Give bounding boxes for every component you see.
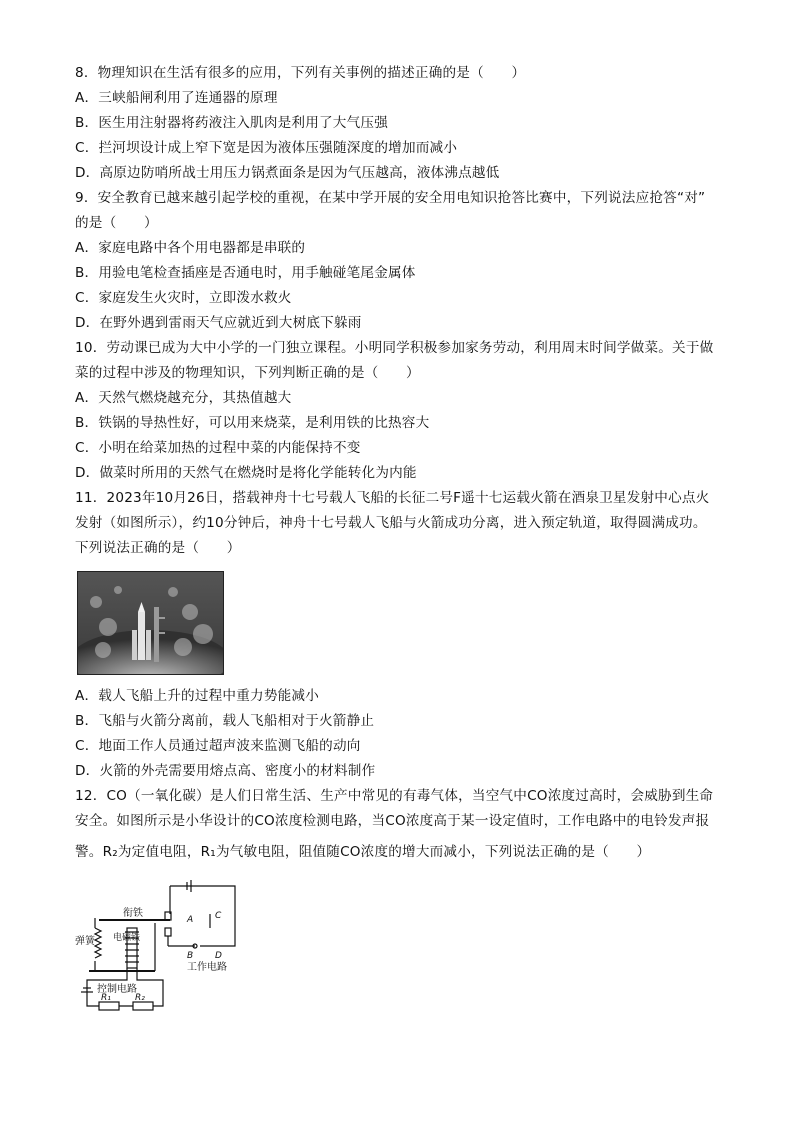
q10-option-b: B．铁锅的导热性好，可以用来烧菜，是利用铁的比热容大 [75,415,430,431]
q11-stem-line3: 下列说法正确的是（ ） [75,540,241,556]
q10-option-a: A．天然气燃烧越充分，其热值越大 [75,390,292,406]
q11-stem-line1: 11．2023年10月26日，搭载神舟十七号载人飞船的长征二号F遥十七运载火箭在酒泉卫星发射中心点火 [75,490,710,506]
q11-option-c: C．地面工作人员通过超声波来监测飞船的动向 [75,738,361,754]
label-contact-a: A [187,915,194,925]
label-spring: 弹簧 [75,936,95,947]
q12-stem-line3: 警。R₂为定值电阻，R₁为气敏电阻，阻值随CO浓度的增大而减小，下列说法正确的是（ ） [75,844,651,860]
label-contact-d: D [215,951,222,961]
q10-stem-line2: 菜的过程中涉及的物理知识，下列判断正确的是（ ） [75,365,420,381]
q9-option-a: A．家庭电路中各个用电器都是串联的 [75,240,306,256]
circuit-diagram [75,878,255,1018]
q8-option-d: D．高原边防哨所战士用压力锅煮面条是因为气压越高，液体沸点越低 [75,165,500,181]
co-detection-circuit [75,878,255,1018]
q10-option-c: C．小明在给菜加热的过程中菜的内能保持不变 [75,440,361,456]
rocket-launch-photo [77,571,224,675]
q9-option-c: C．家庭发生火灾时，立即泼水救火 [75,290,292,306]
q8-option-b: B．医生用注射器将药液注入肌肉是利用了大气压强 [75,115,388,131]
q8-option-c: C．拦河坝设计成上窄下宽是因为液体压强随深度的增加而减小 [75,140,458,156]
label-contact-c: C [215,911,222,921]
label-work-circuit: 工作电路 [187,962,227,973]
q11-option-b: B．飞船与火箭分离前，载人飞船相对于火箭静止 [75,713,375,729]
q9-stem-line1: 9．安全教育已越来越引起学校的重视，在某中学开展的安全用电知识抢答比赛中，下列说法应抢答“对” [75,190,706,206]
q11-stem-line2: 发射（如图所示），约10分钟后，神舟十七号载人飞船与火箭成功分离，进入预定轨道，取得圆满成功。 [75,515,707,531]
q10-stem-line1: 10．劳动课已成为大中小学的一门独立课程。小明同学积极参加家务劳动，利用周末时间学做菜。关于做 [75,340,714,356]
q9-option-d: D．在野外遇到雷雨天气应就近到大树底下躲雨 [75,315,362,331]
q8-stem: 8．物理知识在生活有很多的应用，下列有关事例的描述正确的是（ ） [75,65,526,81]
label-r1: R₁ [101,993,111,1003]
label-control-circuit: 控制电路 [97,984,137,995]
q12-stem-line1: 12．CO（一氧化碳）是人们日常生活、生产中常见的有毒气体，当空气中CO浓度过高时，会威胁到生命 [75,788,714,804]
label-electromagnet: 电磁铁 [113,933,141,943]
label-armature: 衔铁 [123,908,143,919]
rocket-launch-image [78,572,223,674]
label-r2: R₂ [135,993,145,1003]
q9-option-b: B．用验电笔检查插座是否通电时，用手触碰笔尾金属体 [75,265,416,281]
q8-option-a: A．三峡船闸利用了连通器的原理 [75,90,278,106]
q11-option-a: A．载人飞船上升的过程中重力势能减小 [75,688,319,704]
q11-option-d: D．火箭的外壳需要用熔点高、密度小的材料制作 [75,763,376,779]
q10-option-d: D．做菜时所用的天然气在燃烧时是将化学能转化为内能 [75,465,417,481]
q9-stem-line2: 的是（ ） [75,215,158,231]
q12-stem-line2: 安全。如图所示是小华设计的CO浓度检测电路，当CO浓度高于某一设定值时，工作电路中的电铃发声报 [75,813,710,829]
label-contact-b: B [187,951,194,961]
